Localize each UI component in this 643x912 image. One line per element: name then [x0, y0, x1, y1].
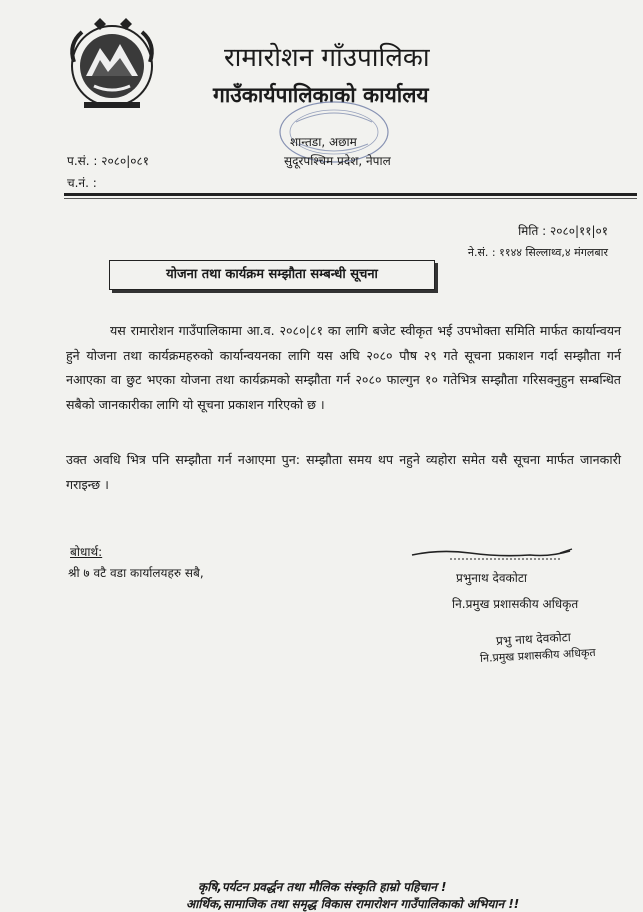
signatory-name: प्रभुनाथ देवकोटा: [456, 571, 528, 585]
signatory-stamp-designation: नि.प्रमुख प्रशासकीय अधिकृत: [479, 645, 596, 666]
header-divider: [64, 193, 637, 196]
nepal-sambat-date: ने.सं. : ११४४ सिल्लाथ्व,४ मंगलबार: [467, 246, 608, 259]
municipality-title: रामारोशन गाँउपालिका: [224, 43, 430, 73]
footer-slogan-2: आर्थिक,सामाजिक तथा समृद्ध विकास रामारोशन गाउँपालिकाको अभियान !!: [186, 897, 520, 911]
body-paragraph-2: उक्त अवधि भित्र पनि सम्झौता गर्न नआएमा पुन: सम्झौता समय थप नहुने व्यहोरा समेत यसै सूचना मार्फत जानकारी गराइन्छ ।: [66, 452, 621, 492]
signatory-designation: नि.प्रमुख प्रशासकीय अधिकृत: [452, 597, 579, 611]
notice-subject: योजना तथा कार्यक्रम सम्झौता सम्बन्धी सूचना: [109, 260, 435, 290]
footer-slogan-1: कृषि,पर्यटन प्रवर्द्धन तथा मौलिक संस्कृति हाम्रो पहिचान !: [198, 880, 447, 894]
address-line-1: शान्तडा, अछाम: [290, 135, 357, 149]
nepal-government-emblem-icon: [64, 14, 160, 114]
patra-sankhya: प.सं. : २०८०|०८१: [67, 154, 149, 168]
letter-date: मिति : २०८०|११|०१: [518, 224, 608, 238]
signatory-stamp-name: प्रभु नाथ देवकोटा: [495, 630, 572, 648]
header-divider-thin: [64, 198, 637, 199]
bodharth-recipient: श्री ७ वटै वडा कार्यालयहरु सबै,: [68, 566, 204, 580]
chalani-number: च.नं. :: [67, 176, 97, 190]
address-line-2: सुदूरपश्चिम प्रदेश, नेपाल: [284, 154, 391, 168]
office-subtitle: गाउँकार्यपालिकाको कार्यालय: [213, 83, 429, 107]
body-paragraph-1: यस रामारोशन गाउँपालिकामा आ.व. २०८०|८१ का लागि बजेट स्वीकृत भई उपभोक्ता समिति मार्फत कार्यान्वयन हुने योजना तथा कार्यक्रमहरुको कार्यान्वयनका लागि यस अघि २०८० पौष २९ गते सूचना प्रकाशन गर्दा सम्झौता गर्न नआएका वा छुट भएका योजना तथा कार्यक्रमको सम्झौता गर्न २०८० फाल्गुन १० गतेभित्र सम्झौता गरिसक्नुहुन सम्बन्धित सबैको जानकारीका लागि यो सूचना प्रकाशन गरिएको छ ।: [66, 323, 621, 412]
bodharth-label: बोधार्थ:: [70, 545, 103, 559]
handwritten-signature: [410, 547, 576, 565]
